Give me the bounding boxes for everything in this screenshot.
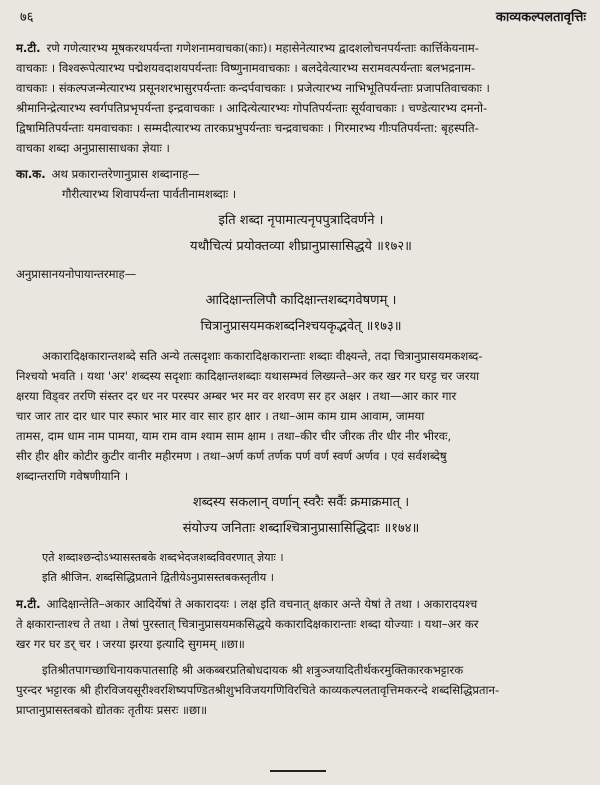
mati-line: वाचकाः । संकल्पजन्मेत्यारभ्य प्रसूनशरभासुरपर्यन्ताः कन्दर्पवाचकाः । प्रजेत्यारभ्य नाभिभूतिपर्यन्ताः प्रजापतिवाचकाः । — [16, 81, 490, 95]
kaka-block — [16, 164, 586, 204]
page-header — [16, 8, 586, 38]
closing-line: इति श्रीजिन. शब्दसिद्धिप्रताने द्वितीयेऽनुप्रासस्तबकस्तृतीय । — [42, 571, 274, 584]
verse-line: इति शब्दा नृपामात्यनृपपुत्रादिवर्णने । — [218, 213, 384, 228]
verse-172 — [16, 208, 586, 260]
commentary-line: निश्चयो भवति । यथा 'अर' शब्दस्य सदृशाः कादिक्षान्तशब्दाः यथासम्भवं लिख्यन्ते–अर कर खर गर घरट्ट चर जरया — [16, 369, 480, 383]
colophon-line: पुरन्दर भट्टारक श्री हीरविजयसूरीश्वरशिष्यपण्डितश्रीशुभविजयगणिविरचिते काव्यकल्पलतावृत्तिमकरन्दे शब्दसिद्धिप्रतान- — [16, 683, 500, 697]
section-end-rule — [270, 770, 326, 772]
mati-line: श्रीमानिन्द्रेत्यारभ्य स्वर्गपतिप्रभृपर्यन्ता इन्द्रवाचकाः । आदित्येत्यारभ्यः गोपतिपर्यन्ताः सूर्यवाचकाः । चण्डेत्यारभ्य दमनो- — [16, 101, 488, 115]
commentary-line: तामस, दाम धाम नाम पामया, याम राम वाम श्याम साम क्षाम । तथा–कीर चीर जीरक तीर धीर नीर भीरवः, — [16, 429, 452, 443]
colophon-line: इतिश्रीतपागच्छाधिनायकपातसाहि श्री अकब्बरप्रतिबोधदायक श्री शत्रुञ्जयादितीर्थकरमुक्तिकारकभट्टारक — [42, 663, 464, 677]
commentary-line: शब्दान्तराणि गवेषणीयानि । — [16, 469, 129, 483]
kaka-tag: का.क. — [16, 167, 46, 181]
verse-line: चित्रानुप्रासयमकशब्दनिश्चयकृद्भवेत् ॥१७३॥ — [200, 319, 402, 334]
mati-line: द्विषामितिपर्यन्ताः यमवाचकाः । सम्मदीत्यारभ्य तारकप्रभुपर्यन्ताः चन्द्रवाचकाः । गिरमारभ्य गीःपतिपर्यन्ता: बृहस्पति- — [16, 121, 479, 135]
commentary-block — [16, 346, 586, 486]
verse-174 — [16, 490, 586, 542]
verse-line: यथौचित्यं प्रयोक्तव्या शीघ्रानुप्रासासिद्धये ॥१७२॥ — [190, 239, 412, 254]
mati-line: आदिक्षान्तेति–अकार आदिर्येषां ते अकारादयः । लक्ष इति वचनात् क्षकार अन्ते येषां ते तथा । अकारादयश्च — [46, 597, 478, 611]
mati-line: खर गर घर डर् चर । जरया झरया इत्यादि सुगमम् ॥छा॥ — [16, 637, 245, 651]
kaka-line: गौरीत्यारभ्य शिवापर्यन्ता पार्वतीनामशब्दाः । — [62, 187, 237, 201]
commentary-line: सीर हीर क्षीर कोटीर कुटीर वानीर महीरमण । तथा–अर्ण कर्ण तर्णक पर्ण वर्ण स्वर्ण अर्णव । एवं सर्वशब्देषु — [16, 449, 447, 463]
page-number: ७६ — [20, 10, 34, 25]
mati-commentary-block — [16, 38, 586, 158]
kaka-line: अथ प्रकारान्तरेणानुप्रास शब्दानाह— — [51, 167, 200, 181]
mati-line: ते क्षकारान्ताश्च ते तथा । तेषां पुरस्तात् चित्रानुप्रासयमकसिद्धये ककारादिक्षकारान्ताः शब्दा योज्याः । यथा–अर कर — [16, 617, 479, 631]
mati-tag: म.टी. — [16, 41, 41, 55]
mati-line: रणे गणेत्यारभ्य मूषकरथपर्यन्ता गणेशनामवाचका(काः)। महासेनेत्यारभ्य द्वादशलोचनपर्यन्ताः कार्त्तिकेयनाम- — [46, 41, 479, 55]
intro-line: अनुप्रासानयनोपायान्तरमाह— — [16, 267, 137, 281]
commentary-line: क्षरया विड्वर तरणि संस्तर दर धर नर परस्पर अम्बर भर मर वर शरवण सर हर अक्षर । तथा—आर कार गार — [16, 389, 457, 403]
verse-173 — [16, 288, 586, 340]
verse-line: शब्दस्य सकलान् वर्णान् स्वरैः सर्वैः क्रमाक्रमात् । — [192, 495, 410, 510]
commentary-line: चार जार तार दार धार पार स्फार भार मार वार सार हार क्षार । तथा–आम काम ग्राम आवाम, जामया — [16, 409, 425, 423]
running-title: काव्यकल्पलतावृत्तिः — [495, 10, 586, 25]
colophon-line: प्राप्तानुप्रासस्तबको द्योतकः तृतीयः प्रसरः ॥छा॥ — [16, 703, 208, 717]
colophon-block — [16, 660, 586, 720]
mati-line: वाचका शब्दा अनुप्रासासाधका ज्ञेयाः । — [16, 141, 170, 155]
closing-line: एते शब्दाश्छन्दोऽभ्यासस्तबके शब्दभेदजशब्दविवरणात् ज्ञेयाः । — [42, 551, 284, 564]
mati-tag: म.टी. — [16, 597, 41, 611]
commentary-line: अकारादिक्षकारान्तशब्दे सति अन्ये तत्सदृशाः ककारादिक्षकारान्ताः शब्दाः वीक्ष्यन्ते, तदा चित्रानुप्रासयमकशब्द- — [42, 349, 483, 363]
closing-block — [16, 548, 586, 588]
mati-commentary-block-2 — [16, 594, 586, 654]
verse-line: आदिक्षान्तलिपौ कादिक्षान्तशब्दगवेषणम् । — [205, 293, 397, 308]
mati-line: वाचकाः । विश्वरूपेत्यारभ्य पद्मेशयवदाशयपर्यन्ताः विष्णुनामवाचकाः । बलदेवेत्यारभ्य सरामवत्पर्यन्ताः बलभद्रनाम- — [16, 61, 476, 75]
verse-line: संयोज्य जनिताः शब्दाश्चित्रानुप्रासासिद्धिदाः ॥१७४॥ — [182, 521, 420, 536]
